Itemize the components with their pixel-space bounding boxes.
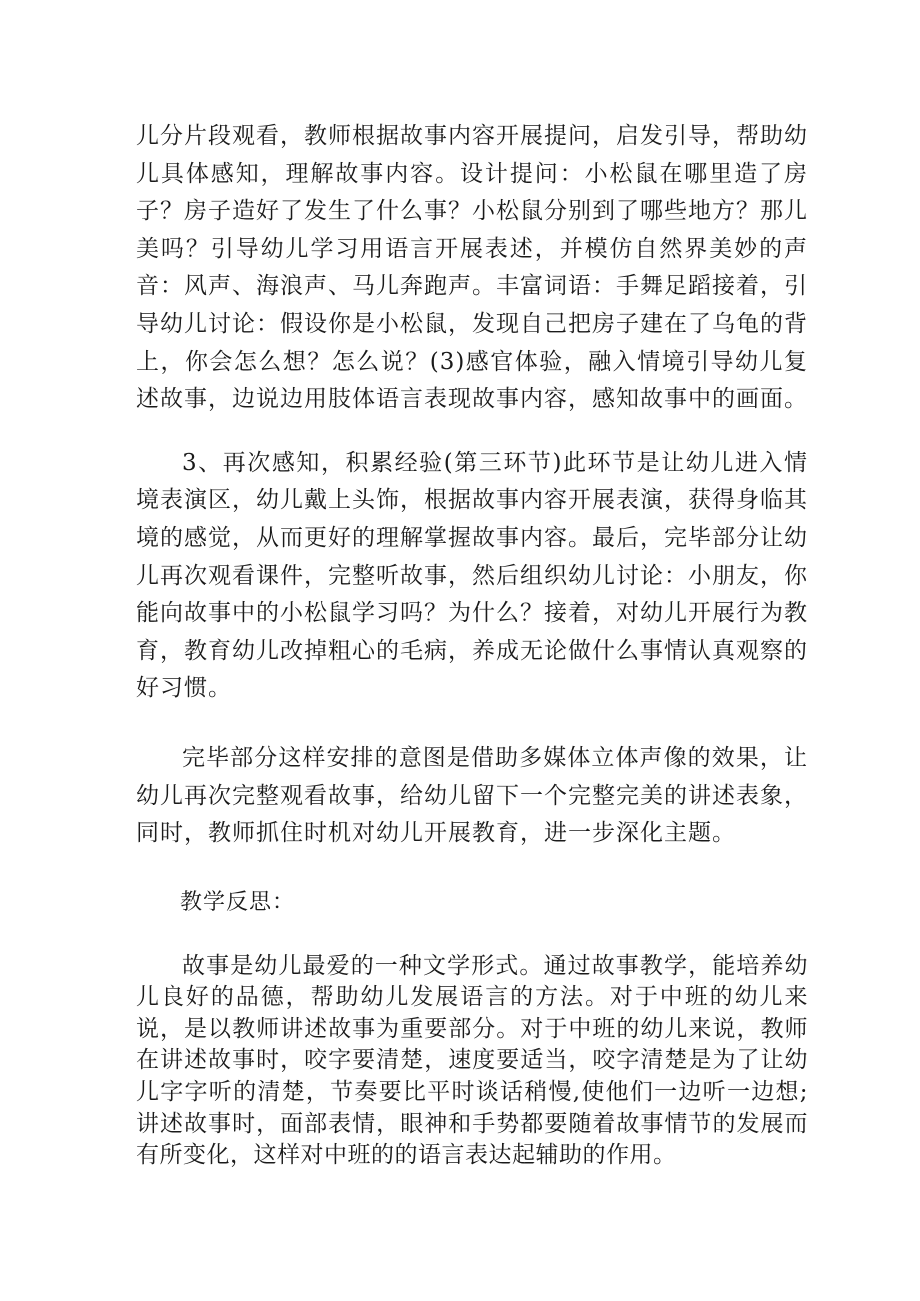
- document-page: [136, 118, 808, 1172]
- paragraph-reflection: 故事是幼儿最爱的一种文学形式。通过故事教学，能培养幼儿良好的品德，帮助幼儿发展语言的方法。对于中班的幼儿来说，是以教师讲述故事为重要部分。对于中班的幼儿来说，教师在讲述故事时，咬字要清楚，速度要适当，咬字清楚是为了让幼儿字字听的清楚，节奏要比平时谈话稍慢,使他们一边听一边想;讲述故事时，面部表情，眼神和手势都要随着故事情节的发展而有所变化，这样对中班的的语言表达起辅助的作用。: [136, 952, 808, 1169]
- section-heading-reflection: 教学反思：: [180, 889, 296, 915]
- paragraph-third-stage: 3、再次感知，积累经验(第三环节)此环节是让幼儿进入情境表演区，幼儿戴上头饰，根据故事内容开展表演，获得身临其境的感觉，从而更好的理解掌握故事内容。最后，完毕部分让幼儿再次观看课件，完整听故事，然后组织幼儿讨论：小朋友，你能向故事中的小松鼠学习吗？为什么？接着，对幼儿开展行为教育，教育幼儿改掉粗心的毛病，养成无论做什么事情认真观察的好习惯。: [136, 449, 808, 702]
- paragraph-story-questions: 儿分片段观看，教师根据故事内容开展提问，启发引导，帮助幼儿具体感知，理解故事内容。设计提问：小松鼠在哪里造了房子？房子造好了发生了什么事？小松鼠分别到了哪些地方？那儿美吗？引导幼儿学习用语言开展表述，并模仿自然界美妙的声音：风声、海浪声、马儿奔跑声。丰富词语：手舞足蹈接着，引导幼儿讨论：假设你是小松鼠，发现自己把房子建在了乌龟的背上，你会怎么想？怎么说？(3)感官体验，融入情境引导幼儿复述故事，边说边用肢体语言表现故事内容，感知故事中的画面。: [136, 123, 808, 413]
- paragraph-ending-intent: 完毕部分这样安排的意图是借助多媒体立体声像的效果，让幼儿再次完整观看故事，给幼儿留下一个完整完美的讲述表象，同时，教师抓住时机对幼儿开展教育，进一步深化主题。: [136, 744, 808, 847]
